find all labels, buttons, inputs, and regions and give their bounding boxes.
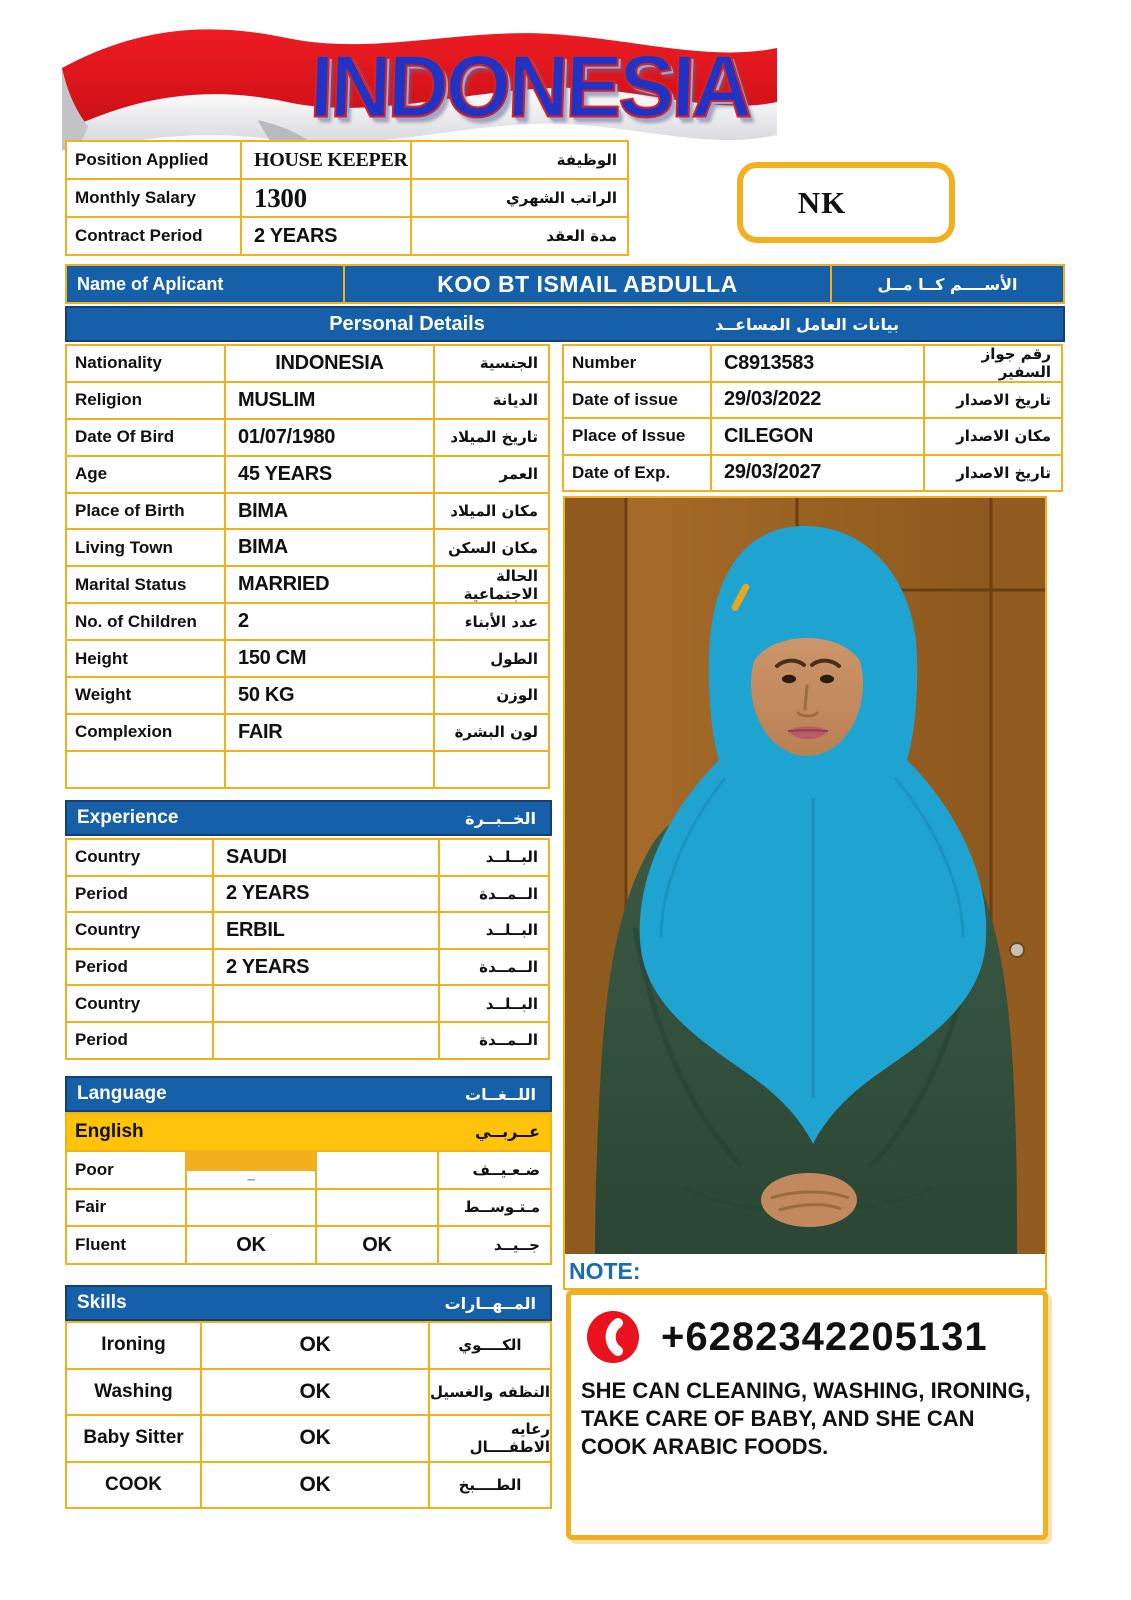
language-header	[65, 1076, 552, 1112]
field-label: COOK	[67, 1463, 200, 1508]
field-label-arabic: الراتب الشهري	[412, 180, 627, 216]
section-title-arabic: بيانات العامل المساعــد	[714, 314, 900, 334]
field-value: CILEGON	[712, 419, 923, 454]
photo-frame	[563, 496, 1047, 1290]
field-label: Place of Issue	[564, 419, 710, 454]
language-english-row	[67, 1114, 550, 1150]
name-label: Name of Aplicant	[67, 266, 343, 302]
skills-header	[65, 1285, 552, 1321]
experience-header	[65, 800, 552, 836]
field-label-arabic: رقم جواز السفير	[925, 346, 1061, 381]
field-label: Ironing	[67, 1323, 200, 1368]
field-value	[214, 1023, 438, 1058]
field-label-arabic: تاريخ الميلاد	[435, 420, 548, 455]
skills-table	[65, 1321, 552, 1509]
language-table	[65, 1112, 552, 1265]
section-title-arabic: اللــغــات	[464, 1084, 536, 1104]
field-label-arabic: رعايه الاطفــــال	[430, 1416, 550, 1461]
field-label: Age	[67, 457, 224, 492]
field-value: 1300	[242, 180, 410, 216]
section-title-arabic: الخــبــرة	[465, 808, 536, 828]
field-label: Weight	[67, 678, 224, 713]
field-value: OK	[187, 1227, 315, 1263]
field-label-arabic: مكان الاصدار	[925, 419, 1061, 454]
field-label-arabic: جــيــد	[439, 1227, 550, 1263]
language-name-arabic: عــربــي	[475, 1122, 540, 1142]
field-value: BIMA	[226, 494, 433, 529]
section-title: Personal Details	[329, 312, 485, 335]
field-label: Monthly Salary	[67, 180, 240, 216]
field-label-arabic: العمر	[435, 457, 548, 492]
field-label-arabic: الطول	[435, 641, 548, 676]
field-label-arabic: عدد الأبناء	[435, 604, 548, 639]
field-value: 2 YEARS	[214, 950, 438, 985]
field-label-arabic: الطــــبخ	[430, 1463, 550, 1508]
field-value: 01/07/1980	[226, 420, 433, 455]
field-label-arabic: الــمــدة	[440, 877, 548, 912]
field-label-arabic: الديانة	[435, 383, 548, 418]
applicant-name: KOO BT ISMAIL ABDULLA	[345, 266, 830, 302]
field-value: FAIR	[226, 715, 433, 750]
field-value: 29/03/2027	[712, 456, 923, 491]
note-label: NOTE:	[569, 1258, 641, 1284]
field-label: Position Applied	[67, 142, 240, 178]
field-label: Fluent	[67, 1227, 185, 1263]
field-value: OK	[202, 1370, 428, 1415]
field-value: –	[187, 1171, 315, 1188]
field-label-arabic: تاريخ الاصدار	[925, 456, 1061, 491]
personal-details-header	[65, 306, 1065, 342]
field-label: Poor	[67, 1152, 185, 1188]
field-label: Date of issue	[564, 383, 710, 418]
section-title: Language	[77, 1083, 167, 1104]
field-label: Religion	[67, 383, 224, 418]
field-value: 50 KG	[226, 678, 433, 713]
field-value	[226, 752, 433, 787]
field-label: Washing	[67, 1370, 200, 1415]
phone-number: +6282342205131	[661, 1314, 988, 1359]
field-label: Place of Birth	[67, 494, 224, 529]
name-label-arabic: الأســــم كــا مــل	[832, 266, 1063, 302]
field-label-arabic: مـتـوســط	[439, 1190, 550, 1226]
note-text: SHE CAN CLEANING, WASHING, IRONING, TAKE CARE OF BABY, AND SHE CAN COOK ARABIC FOODS.	[581, 1378, 1031, 1459]
field-label: Date Of Bird	[67, 420, 224, 455]
field-value: INDONESIA	[226, 346, 433, 381]
field-label: Complexion	[67, 715, 224, 750]
field-label-arabic: لون البشرة	[435, 715, 548, 750]
field-value: OK	[202, 1416, 428, 1461]
field-label-arabic: مدة العقد	[412, 218, 627, 254]
field-label-arabic: ضـعـيــف	[439, 1152, 550, 1188]
field-label: Number	[564, 346, 710, 381]
field-label: Country	[67, 840, 212, 875]
personal-details-table	[65, 344, 550, 789]
field-label-arabic: النظفه والغسيل	[430, 1370, 550, 1415]
field-label-arabic	[435, 752, 548, 787]
field-value	[187, 1190, 315, 1226]
field-label-arabic: الــمــدة	[440, 950, 548, 985]
applicant-photo	[565, 498, 1045, 1254]
field-label-arabic: الجنسية	[435, 346, 548, 381]
note-box	[566, 1290, 1048, 1540]
field-label: Date of Exp.	[564, 456, 710, 491]
field-value: OK	[317, 1227, 437, 1263]
field-value: SAUDI	[214, 840, 438, 875]
field-value: 2 YEARS	[242, 218, 410, 254]
field-label: Country	[67, 986, 212, 1021]
field-value: OK	[202, 1463, 428, 1508]
field-value: ERBIL	[214, 913, 438, 948]
field-label-arabic: مكان السكن	[435, 530, 548, 565]
field-value	[214, 986, 438, 1021]
field-label-arabic: الــمــدة	[440, 1023, 548, 1058]
field-value: BIMA	[226, 530, 433, 565]
field-label: Height	[67, 641, 224, 676]
agency-code: NK	[797, 184, 847, 220]
field-label-arabic: البــلــد	[440, 840, 548, 875]
field-label: Country	[67, 913, 212, 948]
field-value	[317, 1190, 437, 1226]
field-label-arabic: البــلــد	[440, 986, 548, 1021]
field-value: HOUSE KEEPER	[242, 142, 410, 178]
language-name: English	[75, 1120, 144, 1142]
field-label-arabic: الوزن	[435, 678, 548, 713]
field-value: 29/03/2022	[712, 383, 923, 418]
field-label-arabic: البــلــد	[440, 913, 548, 948]
experience-table	[65, 838, 550, 1060]
field-value: 2 YEARS	[214, 877, 438, 912]
applicant-name-row	[65, 264, 1065, 304]
field-value: MARRIED	[226, 567, 433, 602]
field-label: No. of Children	[67, 604, 224, 639]
field-label	[67, 752, 224, 787]
field-label-arabic: الكــــوي	[430, 1323, 550, 1368]
country-title: INDONESIA	[308, 36, 752, 136]
field-label-arabic: مكان الميلاد	[435, 494, 548, 529]
field-label: Marital Status	[67, 567, 224, 602]
field-label: Living Town	[67, 530, 224, 565]
application-summary-table	[65, 140, 629, 256]
field-label-arabic: تاريخ الاصدار	[925, 383, 1061, 418]
field-label-arabic: الوظيفة	[412, 142, 627, 178]
section-title: Skills	[77, 1292, 127, 1313]
field-label: Contract Period	[67, 218, 240, 254]
section-title: Experience	[77, 807, 179, 828]
field-value: 45 YEARS	[226, 457, 433, 492]
section-title-arabic: المــهــارات	[444, 1293, 536, 1313]
field-value: C8913583	[712, 346, 923, 381]
field-label-arabic: الحالة الاجتماعية	[435, 567, 548, 602]
field-value: 2	[226, 604, 433, 639]
field-value: OK	[202, 1323, 428, 1368]
agency-code-badge	[737, 162, 955, 243]
field-value: 150 CM	[226, 641, 433, 676]
field-value: MUSLIM	[226, 383, 433, 418]
field-label: Nationality	[67, 346, 224, 381]
field-label: Period	[67, 950, 212, 985]
field-label: Baby Sitter	[67, 1416, 200, 1461]
field-label: Fair	[67, 1190, 185, 1226]
phone-row	[587, 1311, 1043, 1363]
field-label: Period	[67, 877, 212, 912]
field-value	[317, 1152, 437, 1188]
field-label: Period	[67, 1023, 212, 1058]
phone-icon	[587, 1311, 639, 1363]
passport-details-table	[562, 344, 1063, 492]
